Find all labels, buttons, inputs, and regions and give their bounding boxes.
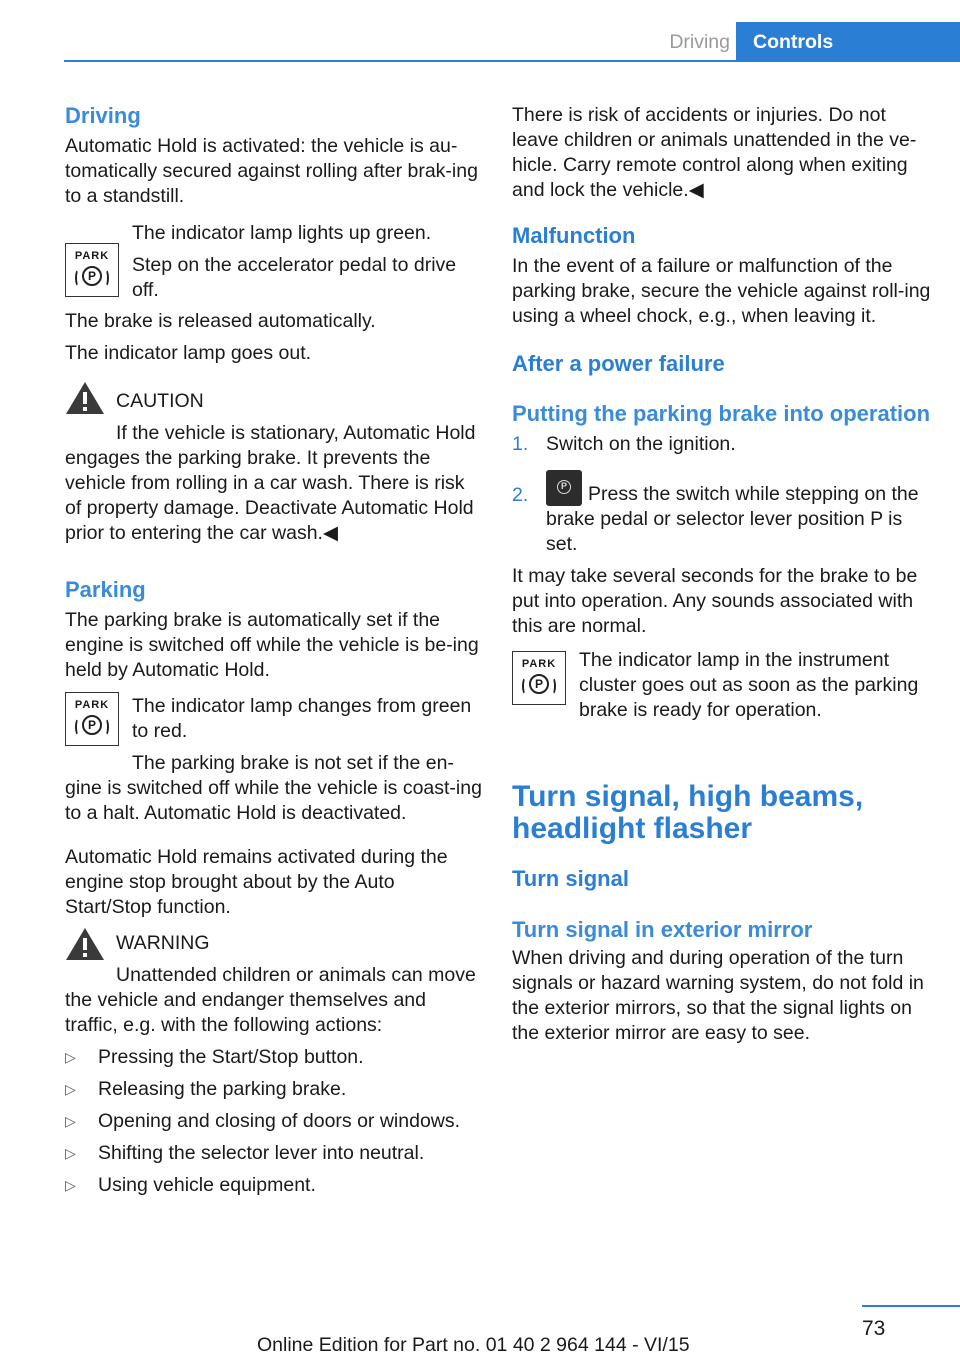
parking-heading: Parking <box>65 577 146 602</box>
warning-text: Unattended children or animals can move the vehicle and endanger themselves and traffic, e.g. with the following actions: <box>65 964 476 1036</box>
footer-rule <box>862 1305 960 1307</box>
step-item: 2. P Press the switch while stepping on the brake pedal or selector lever position P is set. <box>512 470 932 557</box>
lamp-change-text: The indicator lamp changes from green to red. <box>132 695 472 742</box>
warning-action-list <box>65 1045 483 1198</box>
driving-heading: Driving <box>65 103 141 128</box>
warning-triangle-icon <box>65 381 105 415</box>
power-failure-heading: After a power failure <box>512 351 725 376</box>
header-chapter-tab: Controls <box>736 22 960 62</box>
putting-into-operation-heading: Putting the parking brake into operation <box>512 401 931 426</box>
mirror-heading: Turn signal in exterior mirror <box>512 917 813 942</box>
lamp-cluster-text: The indicator lamp in the instrument cluster goes out as soon as the parking brake is ready for operation. <box>579 649 919 721</box>
lamp-out-text: The indicator lamp goes out. <box>65 342 312 364</box>
header-section: Driving <box>669 31 730 53</box>
left-column <box>65 103 483 1198</box>
right-column <box>512 103 932 1046</box>
steps-list <box>512 432 932 557</box>
warning-triangle-icon <box>65 927 105 961</box>
list-item: ▷ Pressing the Start/Stop button. <box>65 1046 364 1068</box>
header-rule <box>64 60 960 62</box>
park-indicator-block-3 <box>512 651 932 746</box>
bullet-triangle-icon: ▷ <box>65 1145 76 1161</box>
park-indicator-icon: PARK P <box>65 692 119 746</box>
bullet-triangle-icon: ▷ <box>65 1049 76 1065</box>
step-item: 1. Switch on the ignition. <box>512 433 736 455</box>
risk-text: There is risk of accidents or injuries. Do not leave children or animals unattended in the ve‐hicle. Carry remote control along when exiting and lock the vehicle.◀ <box>512 104 917 201</box>
may-take-text: It may take several seconds for the brake to be put into operation. Any sounds associated with this are normal. <box>512 565 918 637</box>
warning-block <box>65 931 483 1038</box>
driving-paragraph: Automatic Hold is activated: the vehicle is au‐tomatically secured against rolling after brak‐ing to a standstill. <box>65 135 478 207</box>
list-item: ▷ Releasing the parking brake. <box>65 1078 347 1100</box>
parking-paragraph: The parking brake is automatically set if the engine is switched off while the vehicle is be‐ing held by Automatic Hold. <box>65 609 479 681</box>
caution-text: If the vehicle is stationary, Automatic Hold engages the parking brake. It prevents the vehicle from rolling in a car wash. There is risk of property damage. Deactivate Automatic Hold prior to entering the car wash.◀ <box>65 422 476 544</box>
malfunction-heading: Malfunction <box>512 223 636 248</box>
brake-released-text: The brake is released automatically. <box>65 310 376 332</box>
turn-signal-section-heading: Turn signal, high beams, headlight flasher <box>512 780 864 845</box>
turn-signal-heading: Turn signal <box>512 866 629 891</box>
caution-label: CAUTION <box>116 390 204 412</box>
park-indicator-icon: PARK P <box>65 243 119 297</box>
step-accelerator-text: Step on the accelerator pedal to drive off. <box>132 254 457 301</box>
auto-hold-remains-text: Automatic Hold remains activated during the engine stop brought about by the Auto Start/Stop function. <box>65 846 448 918</box>
park-indicator-block-2 <box>65 694 483 826</box>
park-indicator-icon: PARK P <box>512 651 566 705</box>
park-indicator-block-1 <box>65 221 483 321</box>
lamp-green-text: The indicator lamp lights up green. <box>132 222 432 244</box>
malfunction-text: In the event of a failure or malfunction of the parking brake, secure the vehicle against roll‐ing using a wheel chock, e.g., when leaving it. <box>512 255 931 327</box>
list-item: ▷ Opening and closing of doors or windows. <box>65 1110 461 1132</box>
warning-label: WARNING <box>116 932 210 954</box>
brake-not-set-text: The parking brake is not set if the en‐gine is switched off while the vehicle is coast‐ing to a halt. Automatic Hold is deactivated. <box>65 752 482 824</box>
footer-edition: Online Edition for Part no. 01 40 2 964 144 - VI/15 <box>257 1334 690 1356</box>
parking-brake-switch-icon: P <box>546 470 582 506</box>
bullet-triangle-icon: ▷ <box>65 1177 76 1193</box>
caution-block <box>65 389 483 546</box>
mirror-text: When driving and during operation of the turn signals or hazard warning system, do not fold in the exterior mirrors, so that the signal lights on the exterior mirror are easy to see. <box>512 947 924 1044</box>
list-item: ▷ Shifting the selector lever into neutral. <box>65 1142 425 1164</box>
list-item: ▷ Using vehicle equipment. <box>65 1174 316 1196</box>
bullet-triangle-icon: ▷ <box>65 1113 76 1129</box>
bullet-triangle-icon: ▷ <box>65 1081 76 1097</box>
page-number: 73 <box>862 1317 886 1340</box>
